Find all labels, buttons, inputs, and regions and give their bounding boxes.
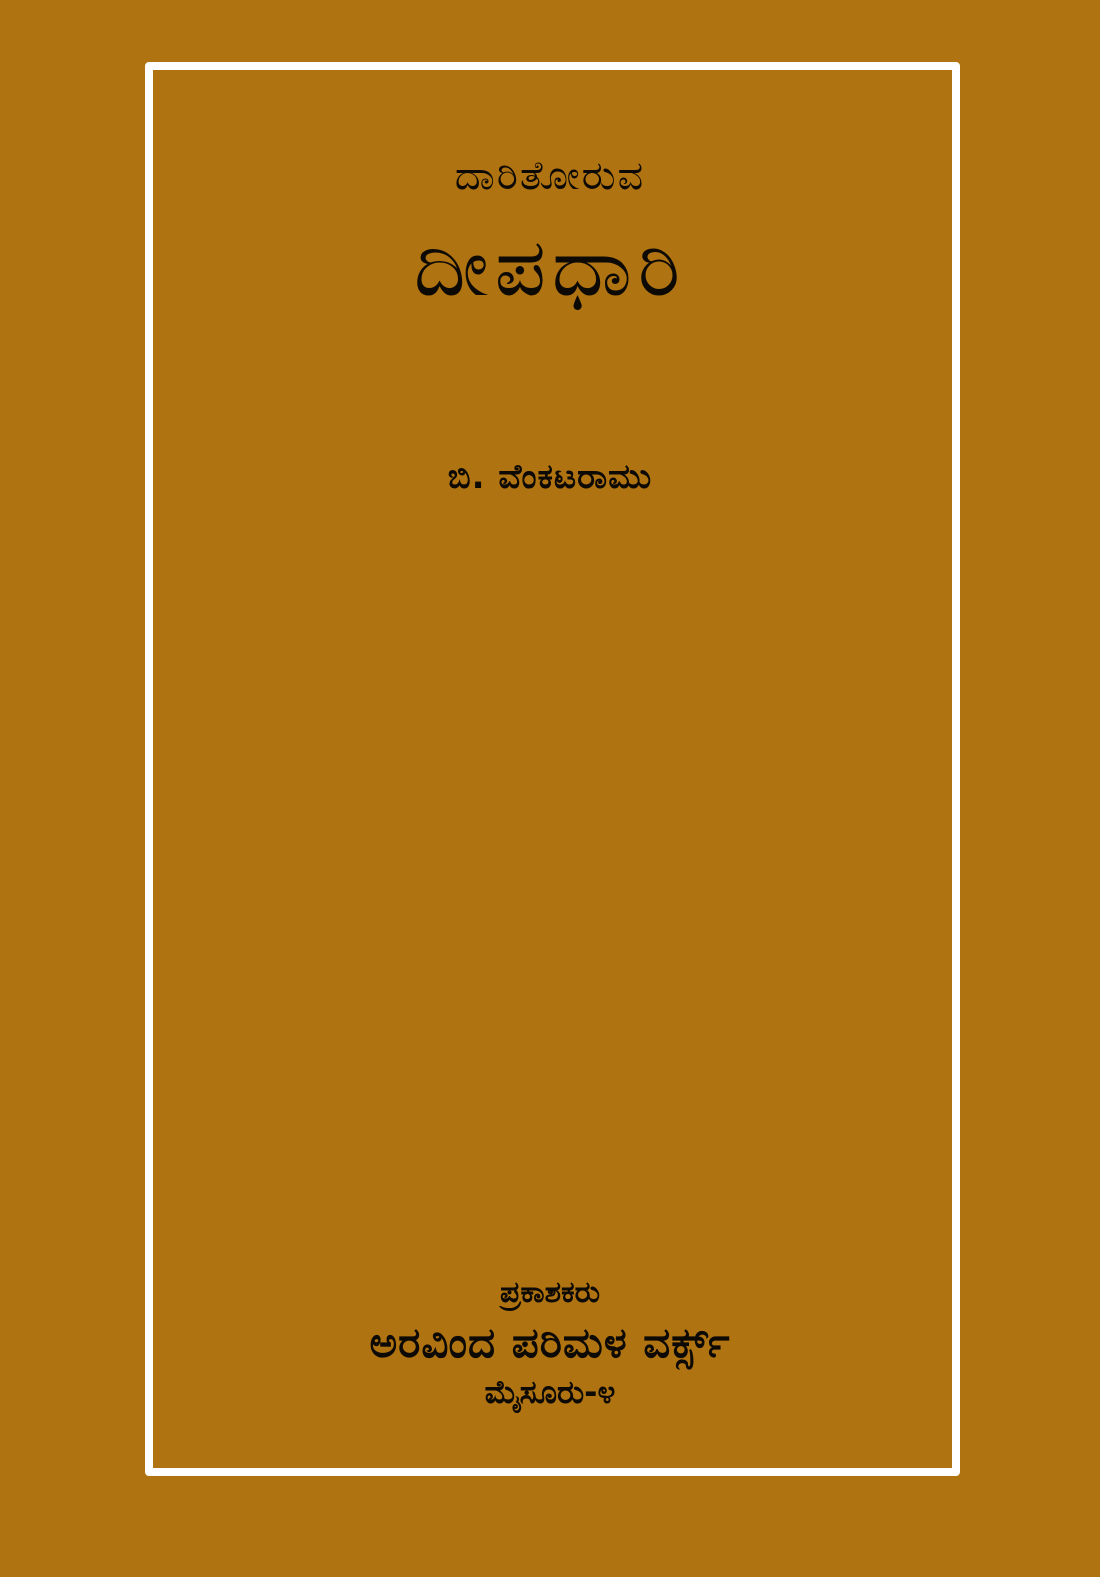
- publisher-label: ಪ್ರಕಾಶಕರು: [500, 1275, 600, 1310]
- book-title: ದೀಪಧಾರಿ: [413, 221, 687, 314]
- book-subtitle: ದಾರಿತೋರುವ: [454, 153, 646, 199]
- publisher-name: ಅರವಿಂದ ಪರಿಮಳ ವರ್ಕ್ಸ್: [369, 1318, 731, 1367]
- book-author: ಬಿ. ವೆಂಕಟರಾಮು: [447, 457, 653, 497]
- publisher-city: ಮೈಸೂರು-೪: [484, 1373, 616, 1411]
